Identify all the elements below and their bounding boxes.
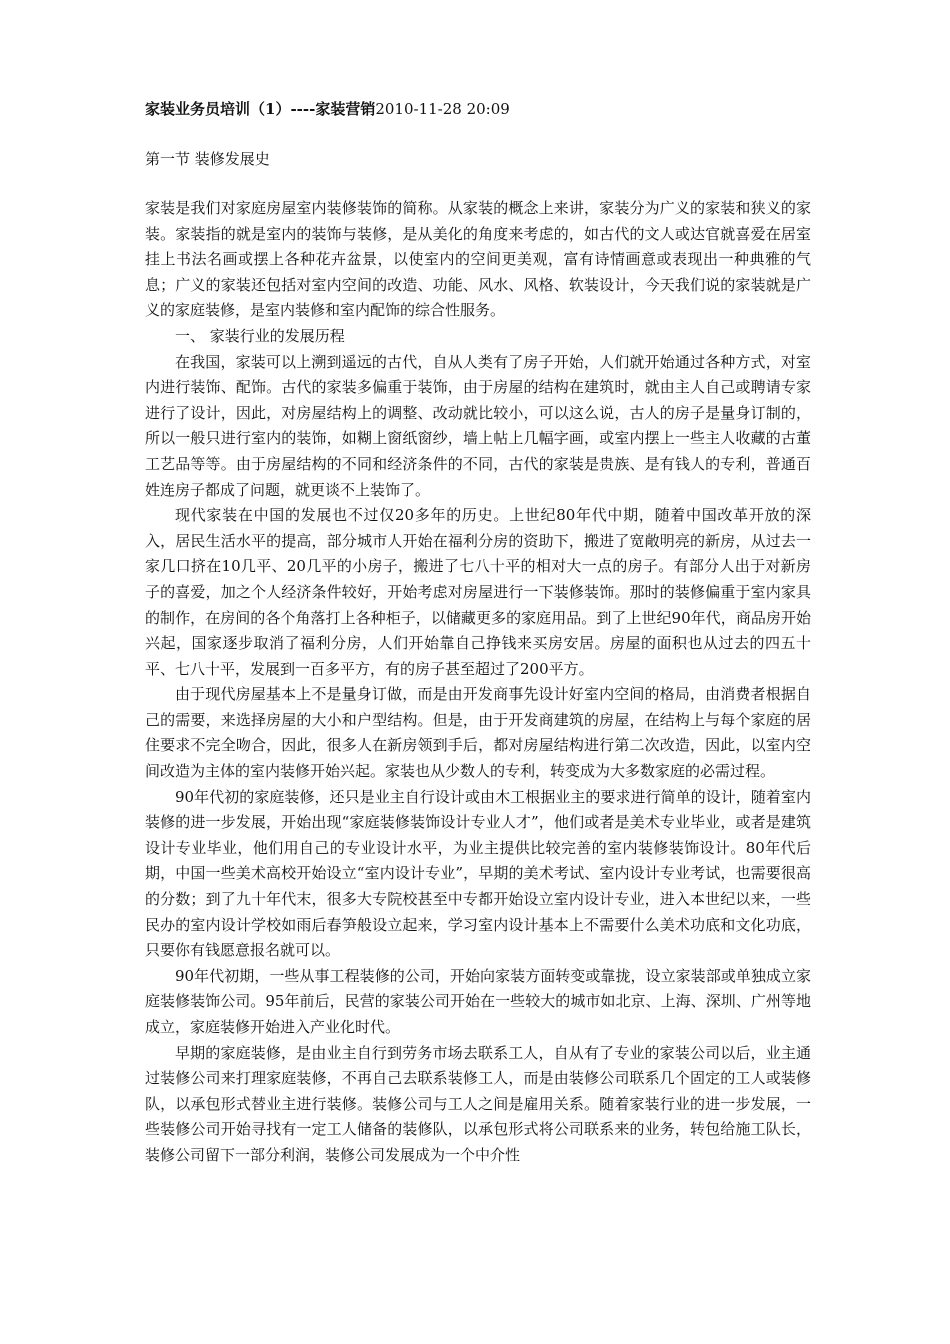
body-paragraph: 由于现代房屋基本上不是量身订做，而是由开发商事先设计好室内空间的格局，由消费者根据自己的需要，来选择房屋的大小和户型结构。但是，由于开发商建筑的房屋，在结构上与每个家庭的居住要求不完全吻合，因此，很多人在新房领到手后，都对房屋结构进行第二次改造，因此，以室内空间改造为主体的室内装修开始兴起。家装也从少数人的专利，转变成为大多数家庭的必需过程。 bbox=[145, 685, 811, 781]
document-page bbox=[145, 96, 811, 1169]
body-paragraph: 早期的家庭装修，是由业主自行到劳务市场去联系工人，自从有了专业的家装公司以后，业主通过装修公司来打理家庭装修，不再自己去联系装修工人，而是由装修公司联系几个固定的工人或装修队，以承包形式替业主进行装修。装修公司与工人之间是雇用关系。随着家装行业的进一步发展，一些装修公司开始寻找有一定工人储备的装修队，以承包形式将公司联系来的业务，转包给施工队长，装修公司留下一部分利润，装修公司发展成为一个中介性 bbox=[145, 1043, 811, 1164]
body-paragraph: 90年代初期，一些从事工程装修的公司，开始向家装方面转变或靠拢，设立家装部或单独成立家庭装修装饰公司。95年前后，民营的家装公司开始在一些较大的城市如北京、上海、深圳、广州等地成立，家庭装修开始进入产业化时代。 bbox=[145, 966, 811, 1036]
body-paragraph: 90年代初的家庭装修，还只是业主自行设计或由木工根据业主的要求进行简单的设计，随着室内装修的进一步发展，开始出现“家庭装修装饰设计专业人才”，他们或者是美术专业毕业，或者是建筑设计专业毕业，他们用自己的专业设计水平，为业主提供比较完善的室内装修装饰设计。80年代后期，中国一些美术高校开始设立“室内设计专业”，早期的美术考试、室内设计专业考试，也需要很高的分数；到了九十年代末，很多大专院校甚至中专都开始设立室内设计专业，进入本世纪以来，一些民办的室内设计学校如雨后春笋般设立起来，学习室内设计基本上不需要什么美术功底和文化功底，只要你有钱愿意报名就可以。 bbox=[145, 787, 811, 960]
intro-paragraph: 家装是我们对家庭房屋室内装修装饰的简称。从家装的概念上来讲，家装分为广义的家装和狭义的家装。家装指的就是室内的装饰与装修，是从美化的角度来考虑的，如古代的文人或达官就喜爱在居室挂上书法名画或摆上各种花卉盆景，以使室内的空间更美观，富有诗情画意或表现出一种典雅的气息；广义的家装还包括对室内空间的改造、功能、风水、风格、软装设计，今天我们说的家装就是广义的家庭装修，是室内装修和室内配饰的综合性服务。 bbox=[145, 199, 811, 320]
document-timestamp: 2010-11-28 20:09 bbox=[375, 100, 510, 118]
body-paragraph: 现代家装在中国的发展也不过仅20多年的历史。上世纪80年代中期，随着中国改革开放的深入，居民生活水平的提高，部分城市人开始在福利分房的资助下，搬进了宽敞明亮的新房，从过去一家几口挤在10几平、20几平的小房子，搬进了七八十平的相对大一点的房子。有部分人出于对新房子的喜爱，加之个人经济条件较好，开始考虑对房屋进行一下装修装饰。那时的装修偏重于室内家具的制作，在房间的各个角落打上各种柜子，以储藏更多的家庭用品。到了上世纪90年代，商品房开始兴起，国家逐步取消了福利分房，人们开始靠自己挣钱来买房安居。房屋的面积也从过去的四五十平、七八十平，发展到一百多平方，有的房子甚至超过了200平方。 bbox=[145, 506, 811, 678]
body-paragraph: 在我国，家装可以上溯到遥远的古代，自从人类有了房子开始，人们就开始通过各种方式，对室内进行装饰、配饰。古代的家装多偏重于装饰，由于房屋的结构在建筑时，就由主人自己或聘请专家进行了设计，因此，对房屋结构上的调整、改动就比较小，可以这么说，古人的房子是量身订制的，所以一般只进行室内的装饰，如糊上窗纸窗纱，墙上帖上几幅字画，或室内摆上一些主人收藏的古董工艺品等等。由于房屋结构的不同和经济条件的不同，古代的家装是贵族、是有钱人的专利，普通百姓连房子都成了问题，就更谈不上装饰了。 bbox=[145, 352, 811, 499]
section-heading: 第一节 装修发展史 bbox=[145, 150, 270, 168]
subheading: 一、 家装行业的发展历程 bbox=[175, 326, 345, 345]
document-title-line bbox=[145, 96, 811, 122]
document-title: 家装业务员培训（1）----家装营销 bbox=[145, 100, 376, 118]
